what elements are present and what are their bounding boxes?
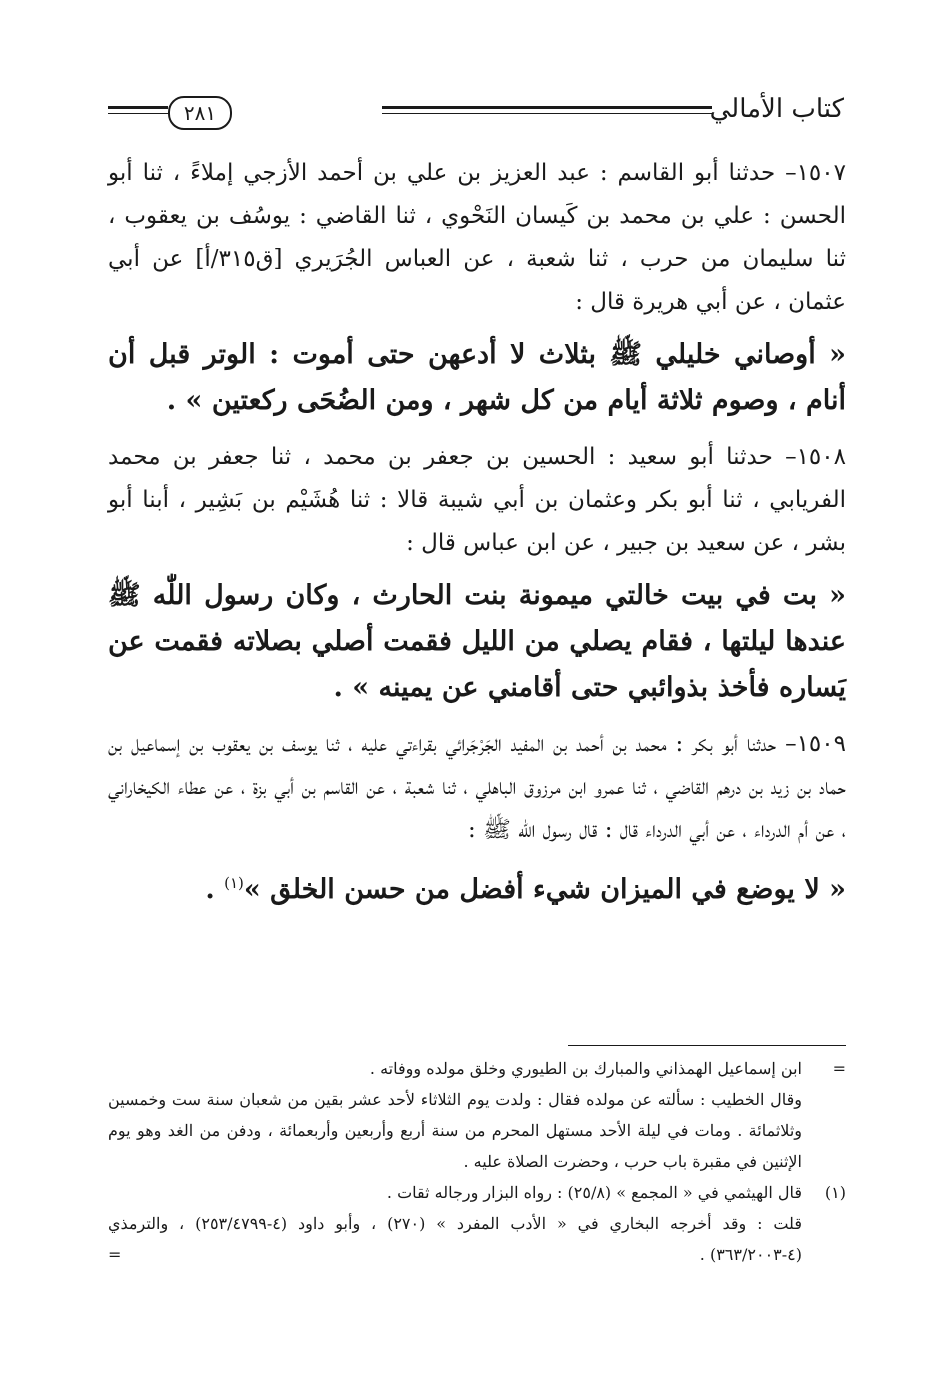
footnote-end-marker: =: [108, 1245, 122, 1264]
hadith-1507: « أوصاني خليلي ﷺ بثلاث لا أدعهن حتى أموت : الوتر قبل أن أنام ، وصوم ثلاثة أيام من كل شهر ، ومن الضُحَى ركعتين » .: [108, 339, 846, 416]
footnote-ref-1: (١): [224, 874, 244, 892]
continuation-marker: =: [832, 1059, 846, 1078]
footnotes: [108, 1053, 846, 1270]
isnad-1509: ١٥٠٩– حدثنا أبو بكر : محمد بن أحمد بن المفيد الجَرْجَرائي بقراءتي عليه ، ثنا يوسف بن يعقوب بن إسماعيل بن حماد بن زيد بن درهم القاضي ، ثنا عمرو ابن مرزوق الباهلي ، ثنا شعبة ، عن القاسم بن أبي بزة ، عن عطاء الكيخاراني ، عن أم الدرداء ، عن أبي الدرداء قال : قال رسول اللّٰه ﷺ :: [108, 731, 846, 843]
footnote-1-line-1: قال الهيثمي في « المجمع » (٢٥/٨) : رواه البزار ورجاله ثقات .: [386, 1183, 802, 1202]
footnote-continuation: [108, 1053, 846, 1084]
header-rule-left-thick: [108, 106, 168, 109]
page-header: [108, 92, 844, 142]
footnote-1: [108, 1177, 846, 1208]
hadith-1509: [108, 860, 846, 913]
isnad-1508: ١٥٠٨– حدثنا أبو سعيد : الحسين بن جعفر بن محمد ، ثنا جعفر بن محمد الفريابي ، ثنا أبو بكر وعثمان بن أبي شيبة قالا : ثنا هُشَيْم بن بَشِير ، أبنا أبو بشر ، عن سعيد بن جبير ، عن ابن عباس قال :: [108, 444, 846, 556]
footnote-1-cont: [108, 1208, 846, 1270]
hadith-1509-end: .: [205, 874, 225, 905]
header-rule-thick: [382, 106, 712, 109]
footnote-separator: [568, 1045, 846, 1046]
header-rule-left-thin: [108, 113, 168, 114]
continuation-line-1: ابن إسماعيل الهمذاني والمبارك بن الطيوري وخلق مولده ووفاته .: [369, 1059, 802, 1078]
footnote-1-line-2: قلت : وقد أخرجه البخاري في « الأدب المفرد » (٢٧٠) ، وأبو داود (٤-٢٥٣/٤٧٩٩) ، والترمذي (٤-٣٦٣/٢٠٠٣) .: [108, 1214, 803, 1264]
footnote-continuation-2: [108, 1084, 846, 1177]
main-text: [108, 152, 846, 925]
hadith-1508: « بت في بيت خالتي ميمونة بنت الحارث ، وكان رسول اللّٰه ﷺ عندها ليلتها ، فقام يصلي من الليل فقمت أصلي بصلاته فقمت عن يَساره فأخذ بذوائبي حتى أقامني عن يمينه » .: [108, 580, 846, 703]
footnote-1-marker: (١): [824, 1183, 846, 1202]
continuation-line-2: وقال الخطيب : سألته عن مولده فقال : ولدت يوم الثلاثاء لأحد عشر بقين من شعبان سنة ست وخمسين وثلاثمائة . ومات في ليلة الأحد مستهل المحرم من سنة أربع وأربعين وأربعمائة ، ودفن من الغد وهو يوم الإثنين في مقبرة باب حرب ، وحضرت الصلاة عليه .: [108, 1090, 803, 1171]
book-title: كتاب الأمالي: [709, 94, 844, 124]
page-number: ٢٨١: [168, 96, 232, 130]
header-rule-thin: [382, 113, 712, 114]
hadith-1509-text: « لا يوضع في الميزان شيء أفضل من حسن الخلق »: [243, 874, 846, 905]
isnad-1507: ١٥٠٧– حدثنا أبو القاسم : عبد العزيز بن علي بن أحمد الأزجي إملاءً ، ثنا أبو الحسن : علي بن محمد بن كَيسان النَحْوي ، ثنا القاضي : يوسُف بن يعقوب ، ثنا سليمان من حرب ، ثنا شعبة ، عن العباس الجُرَيري [ق٣١٥/أ] عن أبي عثمان ، عن أبي هريرة قال :: [108, 160, 846, 315]
